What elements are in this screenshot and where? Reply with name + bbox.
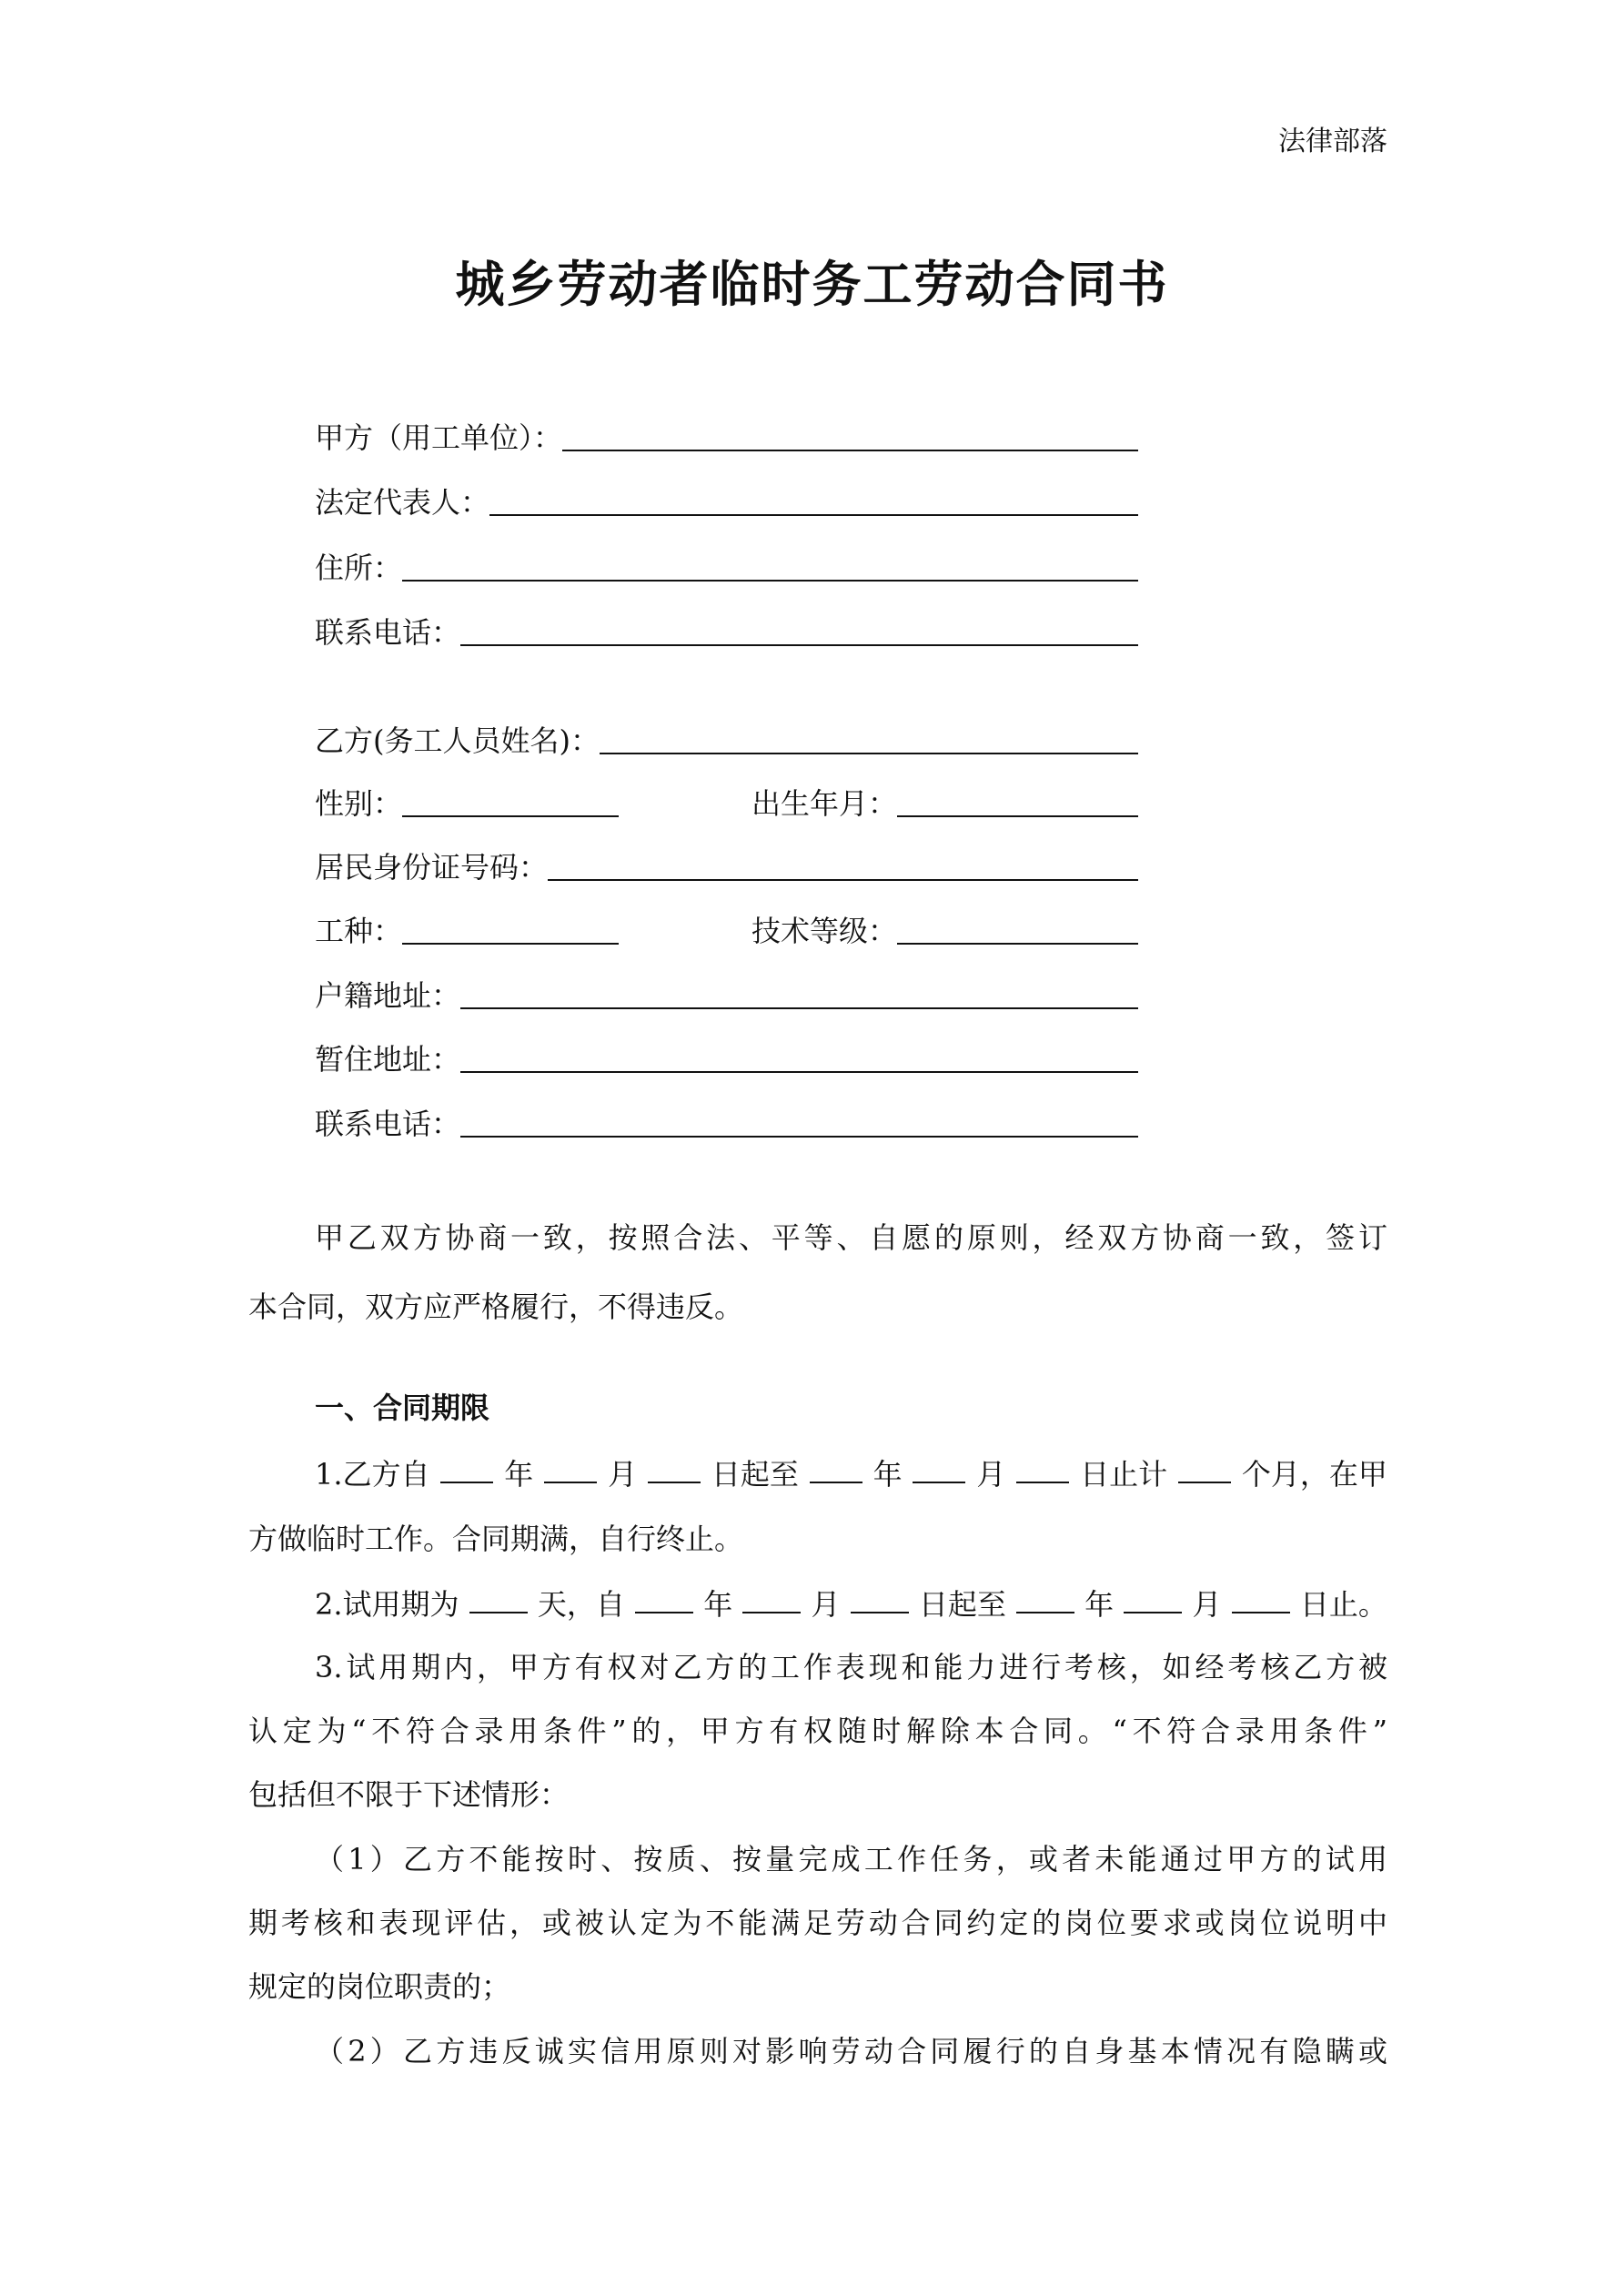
worker-name-field [315, 720, 1138, 760]
item-1-line: 期考核和表现评估，或被认定为不能满足劳动合同约定的岗位要求或岗位说明中 [248, 1906, 1387, 1940]
clause-2-line [315, 1584, 1387, 1624]
clause-text: 个月，在甲 [1241, 1457, 1387, 1492]
clause-text: 年 [504, 1457, 534, 1492]
temp-address-label: 暂住地址： [315, 1042, 461, 1077]
item-1-line: 规定的岗位职责的； [248, 1969, 511, 2004]
clause-text: 年 [873, 1457, 903, 1492]
date-blank[interactable] [1178, 1454, 1231, 1483]
clause-3-line: 认定为“不符合录用条件”的，甲方有权随时解除本合同。“不符合录用条件” [248, 1714, 1387, 1748]
party-b-phone-field [315, 1103, 1138, 1143]
party-b-phone-blank[interactable] [460, 1136, 1138, 1138]
intro-line: 本合同，双方应严格履行，不得违反。 [248, 1290, 744, 1324]
clause-text: 日起至 [711, 1457, 799, 1492]
gender-blank[interactable] [402, 815, 619, 817]
date-blank[interactable] [810, 1454, 862, 1483]
household-label: 户籍地址： [315, 978, 461, 1013]
representative-field [315, 481, 1138, 521]
date-blank[interactable] [1232, 1584, 1290, 1613]
item-2-line: （2）乙方违反诚实信用原则对影响劳动合同履行的自身基本情况有隐瞒或 [315, 2034, 1387, 2068]
trade-skill-row [315, 910, 1138, 950]
clause-3-line: 3.试用期内，甲方有权对乙方的工作表现和能力进行考核，如经考核乙方被 [315, 1650, 1387, 1684]
clause-text: 年 [703, 1587, 733, 1622]
worker-name-blank[interactable] [600, 753, 1138, 754]
intro-line: 甲乙双方协商一致，按照合法、平等、自愿的原则，经双方协商一致，签订 [315, 1220, 1387, 1255]
clause-text: 月 [608, 1457, 638, 1492]
employer-field [315, 417, 1138, 457]
date-blank[interactable] [635, 1584, 693, 1613]
date-blank[interactable] [1124, 1584, 1182, 1613]
date-blank[interactable] [913, 1454, 965, 1483]
clause-text: 月 [1192, 1587, 1222, 1622]
temp-address-field [315, 1038, 1138, 1078]
party-b-phone-label: 联系电话： [315, 1107, 461, 1141]
party-a-phone-label: 联系电话： [315, 615, 461, 650]
clause-text: 1.乙方自 [315, 1457, 430, 1492]
temp-address-blank[interactable] [460, 1071, 1138, 1073]
skill-blank[interactable] [897, 943, 1138, 945]
address-field [315, 547, 1138, 587]
birth-blank[interactable] [897, 815, 1138, 817]
date-blank[interactable] [1016, 1454, 1069, 1483]
header-text: 法律部落 [1278, 126, 1387, 157]
representative-blank[interactable] [489, 514, 1138, 516]
clause-text: 天，自 [537, 1587, 625, 1622]
clause-text: 日止。 [1299, 1587, 1387, 1622]
date-blank[interactable] [648, 1454, 701, 1483]
date-blank[interactable] [742, 1584, 801, 1613]
clause-1-line-2: 方做临时工作。合同期满，自行终止。 [248, 1522, 744, 1556]
section-heading: 一、合同期限 [315, 1391, 490, 1425]
item-1-line: （1）乙方不能按时、按质、按量完成工作任务，或者未能通过甲方的试用 [315, 1842, 1387, 1876]
id-field [315, 846, 1138, 886]
address-label: 住所： [315, 551, 403, 585]
date-blank[interactable] [440, 1454, 493, 1483]
clause-text: 月 [976, 1457, 1006, 1492]
worker-name-label: 乙方(务工人员姓名)： [315, 723, 600, 758]
trade-blank[interactable] [402, 943, 619, 945]
trade-label: 工种： [315, 914, 403, 948]
clause-3-line: 包括但不限于下述情形： [248, 1777, 570, 1812]
representative-label: 法定代表人： [315, 485, 490, 520]
clause-text: 年 [1084, 1587, 1115, 1622]
date-blank[interactable] [544, 1454, 597, 1483]
clause-text: 月 [811, 1587, 841, 1622]
household-field [315, 975, 1138, 1015]
party-a-phone-blank[interactable] [460, 644, 1138, 646]
party-a-phone-field [315, 612, 1138, 652]
clause-text: 日止计 [1080, 1457, 1168, 1492]
date-blank[interactable] [1016, 1584, 1074, 1613]
date-blank[interactable] [469, 1584, 528, 1613]
gender-label: 性别： [315, 786, 403, 821]
skill-label: 技术等级： [751, 914, 898, 948]
household-blank[interactable] [460, 1007, 1138, 1009]
gender-birth-row [315, 783, 1138, 823]
id-label: 居民身份证号码： [315, 850, 549, 885]
employer-label: 甲方（用工单位）： [315, 420, 563, 455]
birth-label: 出生年月： [751, 786, 898, 821]
date-blank[interactable] [851, 1584, 909, 1613]
employer-blank[interactable] [562, 450, 1138, 451]
clause-1-line [315, 1454, 1387, 1494]
document-title: 城乡劳动者临时务工劳动合同书 [455, 255, 1169, 313]
id-blank[interactable] [548, 879, 1138, 881]
address-blank[interactable] [402, 580, 1138, 582]
clause-text: 日起至 [918, 1587, 1006, 1622]
clause-text: 2.试用期为 [315, 1587, 459, 1622]
